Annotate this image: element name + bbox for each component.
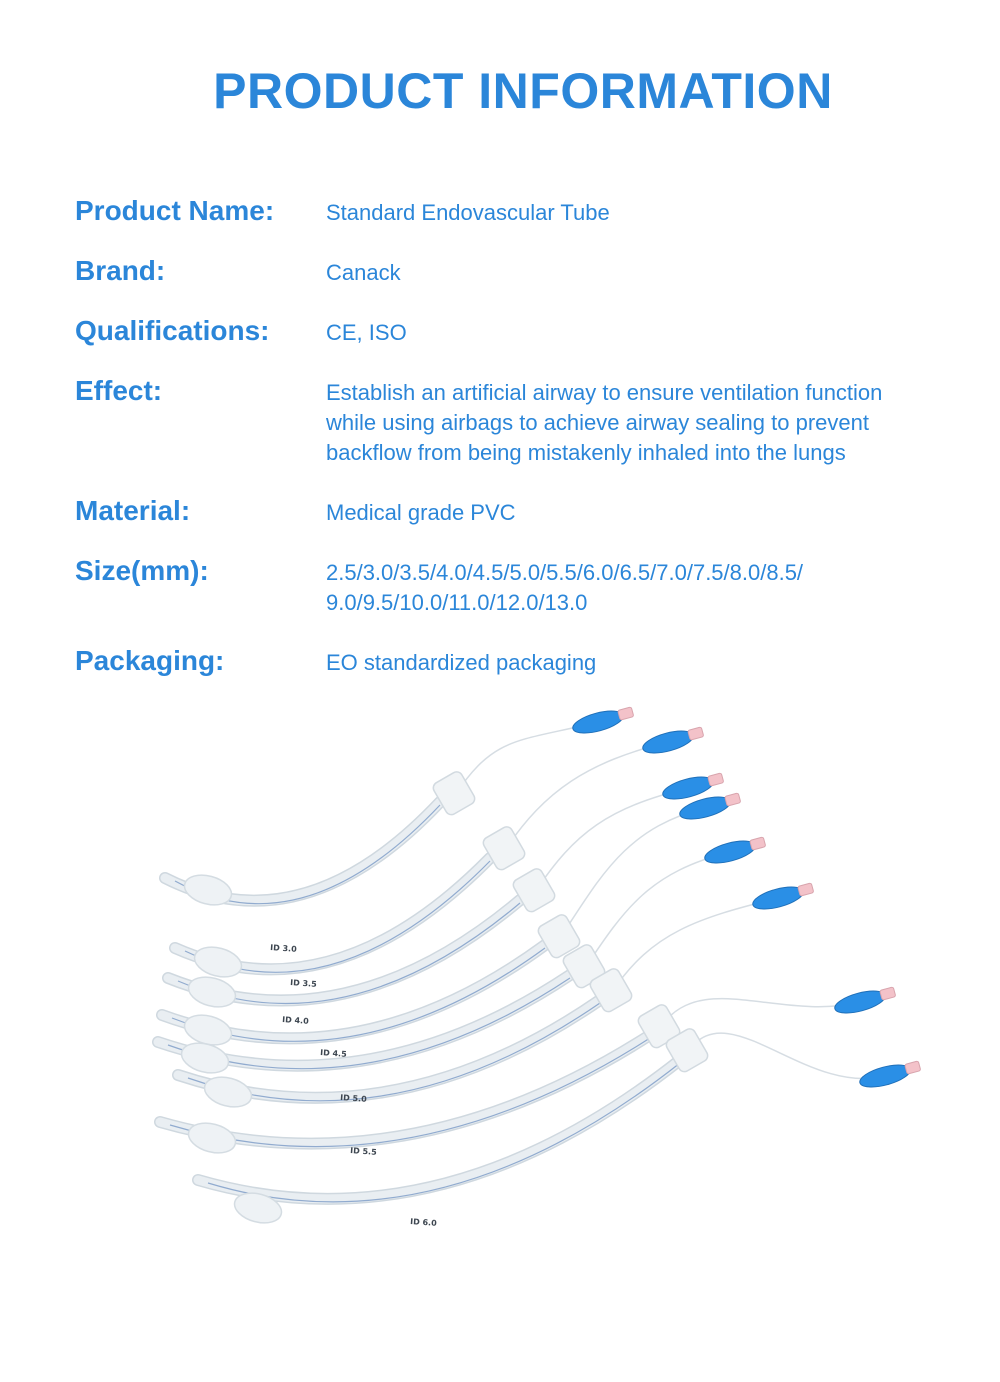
- spec-value-line: EO standardized packaging: [326, 650, 597, 675]
- spec-value: [326, 648, 946, 678]
- tube-size-label: ID 4.5: [319, 1048, 348, 1059]
- tube-cuff: [185, 972, 239, 1011]
- spec-value: [326, 498, 946, 528]
- spec-value-line: while using airbags to achieve airway sealing to prevent: [326, 410, 869, 435]
- spec-value: [326, 378, 946, 468]
- spec-value-line: Establish an artificial airway to ensure ventilation function: [326, 380, 883, 405]
- tube-cuff: [191, 942, 245, 981]
- spec-label: Brand:: [75, 255, 166, 286]
- pilot-valve: [725, 793, 741, 806]
- pilot-valve: [688, 727, 704, 740]
- pilot-balloon: [858, 1061, 913, 1092]
- pilot-balloon: [751, 883, 806, 914]
- pilot-line: [560, 808, 705, 938]
- spec-value: [326, 318, 946, 348]
- spec-value-line: 2.5/3.0/3.5/4.0/4.5/5.0/5.5/6.0/6.5/7.0/7.5/8.0/8.5/: [326, 560, 804, 585]
- spec-label: Qualifications:: [75, 315, 270, 346]
- pilot-valve: [708, 773, 724, 786]
- pilot-valve: [750, 837, 766, 850]
- pilot-line: [505, 742, 668, 850]
- pilot-balloon: [833, 987, 888, 1018]
- spec-label: Material:: [75, 495, 191, 526]
- pilot-valve: [618, 707, 634, 720]
- tube-size-label: ID 3.0: [269, 943, 298, 954]
- spec-value-line: Standard Endovascular Tube: [326, 200, 610, 225]
- product-photo-endotracheal-tubes: [0, 700, 1000, 1340]
- pilot-valve: [880, 987, 896, 1000]
- pilot-balloon: [641, 727, 696, 758]
- spec-label: Packaging:: [75, 645, 225, 676]
- pilot-line: [660, 999, 860, 1028]
- tube-size-label: ID 4.0: [281, 1015, 310, 1026]
- pilot-balloon: [703, 837, 758, 868]
- spec-value-line: CE, ISO: [326, 320, 407, 345]
- tube-size-label: ID 3.5: [289, 978, 318, 989]
- pilot-line: [455, 722, 598, 795]
- spec-value-line: Canack: [326, 260, 401, 285]
- pilot-valve: [798, 883, 814, 896]
- spec-value: [326, 558, 946, 618]
- tube-size-label: ID 5.0: [339, 1093, 368, 1104]
- spec-value: [326, 258, 946, 288]
- page-title: PRODUCT INFORMATION: [213, 63, 833, 119]
- spec-value: [326, 198, 946, 228]
- pilot-line: [688, 1033, 885, 1078]
- tube-size-label: ID 6.0: [409, 1217, 438, 1228]
- pilot-line: [535, 788, 688, 892]
- pilot-valve: [905, 1061, 921, 1074]
- spec-value-line: 9.0/9.5/10.0/11.0/12.0/13.0: [326, 590, 588, 615]
- spec-value-line: Medical grade PVC: [326, 500, 516, 525]
- pilot-line: [612, 898, 778, 992]
- spec-label: Size(mm):: [75, 555, 209, 586]
- spec-value-line: backflow from being mistakenly inhaled into the lungs: [326, 440, 846, 465]
- spec-label: Product Name:: [75, 195, 275, 226]
- spec-label: Effect:: [75, 375, 163, 406]
- tube-size-label: ID 5.5: [349, 1146, 378, 1157]
- pilot-balloon: [571, 707, 626, 738]
- tube-cuff: [185, 1118, 239, 1157]
